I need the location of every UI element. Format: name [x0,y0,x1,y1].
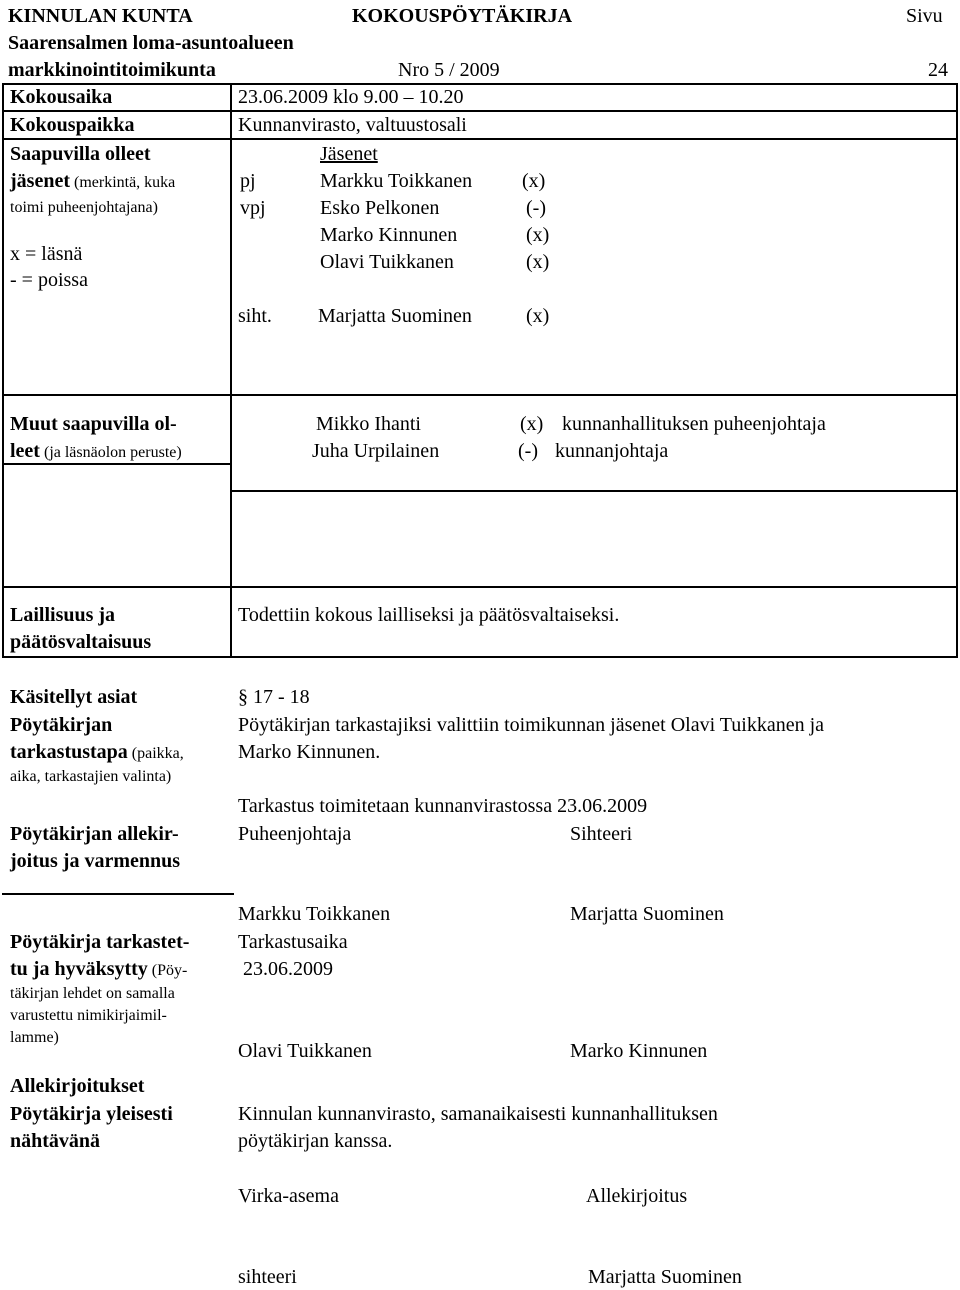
member-mark: (-) [526,197,546,219]
member-mark: (x) [526,224,550,246]
rule [2,138,958,140]
review-time-value: 23.06.2009 [243,958,333,980]
review-label-note: (paikka, [127,745,184,762]
rule [2,394,958,396]
other-name: Mikko Ihanti [316,413,421,435]
public-label-line2: nähtävänä [10,1130,101,1152]
signing-label: Pöytäkirjan allekir- [10,823,179,845]
others-label: Muut saapuvilla ol- [10,413,177,435]
attendees-label-note: (merkintä, kuka [69,174,176,191]
items-label: Käsitellyt asiat [10,686,138,708]
review-label-line2 [10,740,184,766]
public-label: Pöytäkirja yleisesti [10,1103,173,1125]
page-number: 24 [928,59,948,81]
other-mark: (-) [518,440,538,462]
quorum-text: Todettiin kokous lailliseksi ja päätösvaltaiseksi. [238,604,620,626]
member-mark: (x) [522,170,546,192]
secretary-mark: (x) [526,305,550,327]
attendees-label-note-line3: toimi puheenjohtajana) [10,199,158,216]
others-label-bold: leet [10,440,40,462]
approval-label: Pöytäkirja tarkastet- [10,931,190,953]
signing-label-line2: joitus ja varmennus [10,850,181,872]
signature-value: Marjatta Suominen [588,1266,742,1288]
meeting-place-value: Kunnanvirasto, valtuustosali [238,114,467,136]
approval-label-bold: tu ja hyväksytty [10,958,148,980]
committee-name-line1: Saarensalmen loma-asuntoalueen [8,32,294,54]
other-name: Juha Urpilainen [312,440,440,462]
approval-label-note-line3: täkirjan lehdet on samalla [10,985,175,1002]
rule [2,110,958,112]
member-name: Marko Kinnunen [320,224,458,246]
member-role: pj [240,170,256,192]
other-role: kunnanjohtaja [555,440,669,462]
member-name: Olavi Tuikkanen [320,251,454,273]
attendees-label: Saapuvilla olleet [10,143,151,165]
rule [2,586,958,588]
rule [2,893,234,895]
document-type: KOKOUSPÖYTÄKIRJA [352,5,573,27]
secretary-name: Marjatta Suominen [318,305,472,327]
quorum-label: Laillisuus ja [10,604,116,626]
review-location-text: Tarkastus toimitetaan kunnanvirastossa 23.06.2009 [238,795,648,817]
reviewer-name: Olavi Tuikkanen [238,1040,372,1062]
rule [230,490,958,492]
chair-title: Puheenjohtaja [238,823,352,845]
approval-label-note-line5: lamme) [10,1029,59,1046]
signature-label: Allekirjoitus [586,1185,688,1207]
member-role: vpj [240,197,266,219]
chair-name: Markku Toikkanen [238,903,391,925]
public-text-line2: pöytäkirjan kanssa. [238,1130,393,1152]
review-label-note-line3: aika, tarkastajien valinta) [10,768,172,785]
member-name: Markku Toikkanen [320,170,473,192]
items-value: § 17 - 18 [238,686,310,708]
approval-label-line2 [10,957,187,983]
meeting-place-label: Kokouspaikka [10,114,135,136]
position-value: sihteeri [238,1266,297,1288]
legend-present: x = läsnä [10,243,83,265]
reviewer-name: Marko Kinnunen [570,1040,708,1062]
secretary-role: siht. [238,305,272,327]
public-text: Kinnulan kunnanvirasto, samanaikaisesti kunnanhallituksen [238,1103,718,1125]
other-mark: (x) [520,413,544,435]
other-role: kunnanhallituksen puheenjohtaja [562,413,826,435]
meeting-time-label: Kokousaika [10,86,113,108]
others-label-note: (ja läsnäolon peruste) [39,444,182,461]
position-label: Virka-asema [238,1185,339,1207]
meeting-time-value: 23.06.2009 klo 9.00 – 10.20 [238,86,464,108]
municipality-name: KINNULAN KUNTA [8,5,193,27]
legend-absent: - = poissa [10,269,88,291]
secretary-title: Sihteeri [570,823,633,845]
review-text: Pöytäkirjan tarkastajiksi valittiin toimikunnan jäsenet Olavi Tuikkanen ja [238,714,825,736]
rule [2,83,4,658]
members-header: Jäsenet [320,143,378,165]
page-label: Sivu [906,5,943,27]
others-label-line2 [10,439,182,465]
review-time-label: Tarkastusaika [238,931,348,953]
review-text-line2: Marko Kinnunen. [238,741,381,763]
attendees-label-line2 [10,169,175,195]
rule [230,83,232,658]
member-mark: (x) [526,251,550,273]
attendees-label-bold: jäsenet [10,170,70,192]
meeting-number: Nro 5 / 2009 [398,59,500,81]
approval-label-note: (Pöy- [147,962,188,979]
rule [956,83,958,658]
approval-label-note-line4: varustettu nimikirjaimil- [10,1007,167,1024]
member-name: Esko Pelkonen [320,197,440,219]
signatures-label: Allekirjoitukset [10,1075,145,1097]
quorum-label-line2: päätösvaltaisuus [10,631,152,653]
committee-name-line2: markkinointitoimikunta [8,59,216,81]
secretary-signature-name: Marjatta Suominen [570,903,724,925]
rule [2,83,958,85]
rule [2,656,958,658]
review-label: Pöytäkirjan [10,714,113,736]
review-label-bold: tarkastustapa [10,741,128,763]
